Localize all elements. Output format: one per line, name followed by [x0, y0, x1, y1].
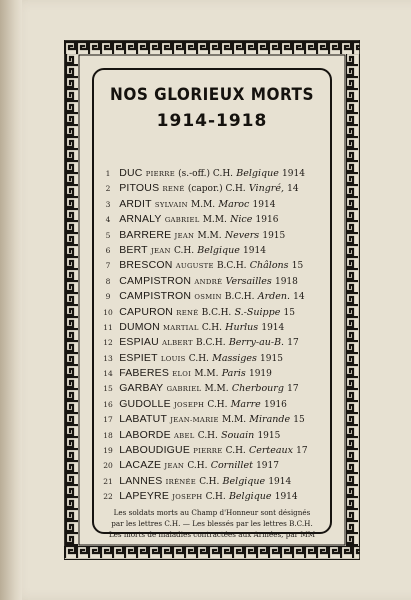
entry-status: C.H. — [207, 399, 228, 410]
entry-surname: FABERES — [119, 367, 170, 380]
entry-number: 20 — [103, 461, 113, 471]
entry-status: M.M. — [194, 369, 219, 380]
entry-status: C.H. — [197, 430, 218, 441]
list-item — [100, 489, 332, 504]
entry-place: Cherbourg — [231, 383, 284, 395]
entry-first-name: ANDRÉ — [194, 277, 223, 286]
list-item — [100, 243, 332, 258]
entry-place: Belgique — [236, 168, 279, 179]
book-spine-shadow — [0, 0, 22, 600]
entry-number: 9 — [105, 292, 111, 302]
entry-place: Souain — [221, 429, 255, 441]
entry-number: 14 — [103, 369, 113, 379]
entry-status: C.H. — [225, 446, 246, 457]
entry-year: 1915 — [260, 353, 283, 364]
entry-status: C.H. — [188, 353, 209, 364]
entry-number: 2 — [105, 184, 111, 194]
entry-place: S.-Suippe — [234, 306, 281, 318]
entry-first-name: MARTIAL — [163, 323, 199, 332]
entry-year: 1915 — [257, 430, 281, 441]
list-item — [100, 412, 332, 427]
entry-place: Vingré, — [248, 183, 284, 195]
entry-place: Belgique — [228, 491, 272, 503]
list-item — [100, 474, 332, 489]
entry-status: B.C.H. — [216, 261, 247, 272]
list-item — [100, 305, 332, 320]
entry-status: B.C.H. — [224, 292, 255, 303]
entry-first-name: GABRIEL — [166, 385, 202, 394]
entry-first-name: PIERRE — [145, 170, 175, 178]
entry-first-name: ELOI — [172, 370, 192, 379]
entry-surname: ESPIAU — [119, 336, 159, 349]
entry-surname: LAPEYRE — [119, 490, 170, 503]
entry-place: Belgique — [197, 244, 240, 256]
list-item — [100, 228, 332, 243]
entry-first-name: ALBERT — [162, 339, 193, 348]
entry-surname: LABOUDIGUE — [119, 444, 191, 457]
entry-number: 13 — [103, 353, 113, 363]
roll-of-honour — [100, 166, 332, 505]
entry-status: C.H. — [201, 322, 222, 333]
entry-year: 1914 — [252, 199, 276, 210]
entry-first-name: JOSEPH — [172, 493, 203, 502]
entry-surname: BRESCON — [119, 259, 173, 272]
entry-status: C.H. — [173, 245, 195, 256]
entry-status: C.H. — [205, 492, 226, 503]
entry-first-name: GABRIEL — [164, 216, 200, 225]
entry-year: 17 — [287, 338, 299, 349]
entry-place: Cornillet — [210, 460, 253, 472]
entry-place: Mirande — [249, 414, 291, 426]
entry-surname: PITOUS — [119, 182, 160, 195]
entry-place: Paris — [221, 368, 246, 380]
entry-status: (s.-off.) C.H. — [178, 169, 234, 179]
entry-surname: GARBAY — [119, 382, 164, 395]
entry-surname: DUMON — [119, 320, 160, 333]
entry-status: M.M. — [202, 215, 227, 226]
entry-number: 22 — [103, 492, 113, 502]
war-years: 1914-1918 — [156, 111, 268, 131]
entry-surname: CAPURON — [119, 305, 174, 318]
list-item — [100, 397, 332, 412]
entry-number: 19 — [103, 446, 113, 456]
entry-first-name: JEAN — [151, 246, 171, 255]
entry-first-name: SYLVAIN — [154, 200, 188, 209]
entry-status: C.H. — [187, 461, 208, 472]
entry-number: 7 — [105, 261, 111, 271]
entry-year: 1914 — [282, 169, 305, 179]
entry-place: Châlons — [249, 260, 289, 272]
list-item — [100, 320, 332, 335]
entry-surname: DUC — [119, 167, 143, 179]
entry-place: Marre — [230, 398, 261, 410]
entry-surname: CAMPISTRON — [119, 290, 192, 303]
entry-place: Massiges — [212, 352, 257, 364]
list-item — [100, 289, 332, 304]
entry-number: 18 — [103, 430, 113, 440]
entry-first-name: RENÉ — [176, 308, 199, 317]
entry-year: 1915 — [262, 230, 286, 241]
list-item — [100, 274, 332, 289]
list-item — [100, 381, 332, 396]
entry-surname: GUDOLLE — [119, 397, 171, 410]
entry-year: 1914 — [268, 476, 292, 487]
entry-first-name: IRÉNÉE — [165, 477, 197, 486]
entry-year: 1914 — [243, 245, 266, 256]
entry-place: Nice — [230, 214, 253, 226]
list-item — [100, 458, 332, 473]
entry-surname: ARNALY — [119, 213, 162, 226]
entry-surname: LABORDE — [119, 428, 171, 441]
entry-year: 17 — [287, 384, 299, 395]
entry-year: 1914 — [274, 492, 298, 503]
footnote — [98, 507, 326, 540]
entry-number: 10 — [103, 307, 113, 317]
entry-place: Berry-au-B. — [228, 337, 285, 349]
entry-year: 1918 — [274, 276, 298, 287]
list-item — [100, 212, 332, 227]
entry-number: 16 — [103, 399, 113, 409]
entry-number: 5 — [105, 230, 111, 240]
footnote-line: par les lettres C.H. — Les blessés par les lettres B.C.H. — [111, 519, 313, 528]
list-item — [100, 443, 332, 458]
entry-surname: ESPIET — [119, 351, 158, 364]
entry-first-name: LOUIS — [160, 354, 186, 363]
list-item — [100, 428, 332, 443]
entry-year: 1917 — [256, 461, 279, 472]
entry-number: 8 — [105, 276, 111, 286]
entry-status: C.H. — [199, 476, 220, 487]
page-title: NOS GLORIEUX MORTS — [110, 85, 314, 105]
entry-number: 21 — [103, 476, 113, 486]
entry-surname: LANNES — [119, 474, 163, 487]
entry-number: 1 — [105, 169, 111, 178]
entry-first-name: OSMIN — [194, 293, 222, 302]
entry-year: 15 — [283, 307, 295, 318]
entry-status: (capor.) C.H. — [187, 184, 246, 195]
entry-year: 17 — [296, 446, 308, 457]
entry-first-name: JEAN — [174, 231, 195, 240]
entry-year: 1919 — [248, 369, 272, 380]
list-item — [100, 351, 332, 366]
entry-first-name: AUGUSTE — [175, 262, 214, 271]
entry-place: Hurlus — [225, 321, 259, 333]
list-item — [100, 197, 332, 212]
entry-first-name: RENÉ — [162, 185, 185, 194]
list-item — [100, 181, 332, 196]
entry-number: 15 — [103, 384, 113, 394]
entry-number: 11 — [103, 322, 113, 332]
entry-first-name: JOSEPH — [173, 400, 205, 409]
entry-year: 14 — [287, 184, 299, 195]
footnote-line: Les soldats morts au Champ d'Honneur sont désignés — [113, 508, 311, 517]
entry-year: 1916 — [264, 399, 287, 410]
entry-first-name: PIERRE — [193, 447, 223, 456]
entry-status: B.C.H. — [201, 307, 232, 318]
entry-surname: CAMPISTRON — [119, 274, 192, 287]
entry-status: M.M. — [221, 415, 247, 426]
entry-surname: ARDIT — [119, 197, 152, 210]
entry-first-name: JEAN — [164, 462, 185, 471]
entry-status: B.C.H. — [196, 338, 226, 349]
entry-number: 6 — [105, 245, 111, 255]
entry-surname: LABATUT — [119, 413, 168, 426]
entry-surname: BARRERE — [119, 228, 172, 241]
entry-year: 1916 — [255, 215, 279, 226]
entry-number: 3 — [105, 199, 111, 209]
entry-year: 15 — [293, 415, 305, 426]
list-item — [100, 166, 332, 181]
entry-number: 17 — [103, 415, 113, 425]
entry-place: Belgique — [222, 475, 266, 487]
list-item — [100, 258, 332, 273]
entry-place: Versailles — [225, 275, 272, 287]
entry-place: Nevers — [224, 229, 260, 241]
list-item — [100, 335, 332, 350]
entry-place: Arden. — [257, 291, 290, 303]
entry-place: Certeaux — [248, 445, 293, 457]
entry-status: M.M. — [191, 199, 216, 210]
entry-first-name: JEAN-MARIE — [170, 416, 219, 425]
entry-place: Maroc — [218, 198, 250, 210]
entry-number: 12 — [103, 338, 113, 348]
entry-status: M.M. — [197, 230, 222, 241]
entry-year: 15 — [291, 261, 304, 272]
entry-first-name: ABEL — [173, 431, 195, 440]
entry-number: 4 — [105, 215, 111, 225]
list-item — [100, 366, 332, 381]
entry-status: M.M. — [204, 384, 229, 395]
entry-surname: BERT — [119, 243, 148, 256]
footnote-line: Les morts de maladies contractées aux Armées, par MM — [108, 530, 316, 539]
entry-year: 14 — [293, 292, 305, 303]
entry-year: 1914 — [261, 322, 285, 333]
entry-surname: LACAZE — [119, 459, 162, 472]
